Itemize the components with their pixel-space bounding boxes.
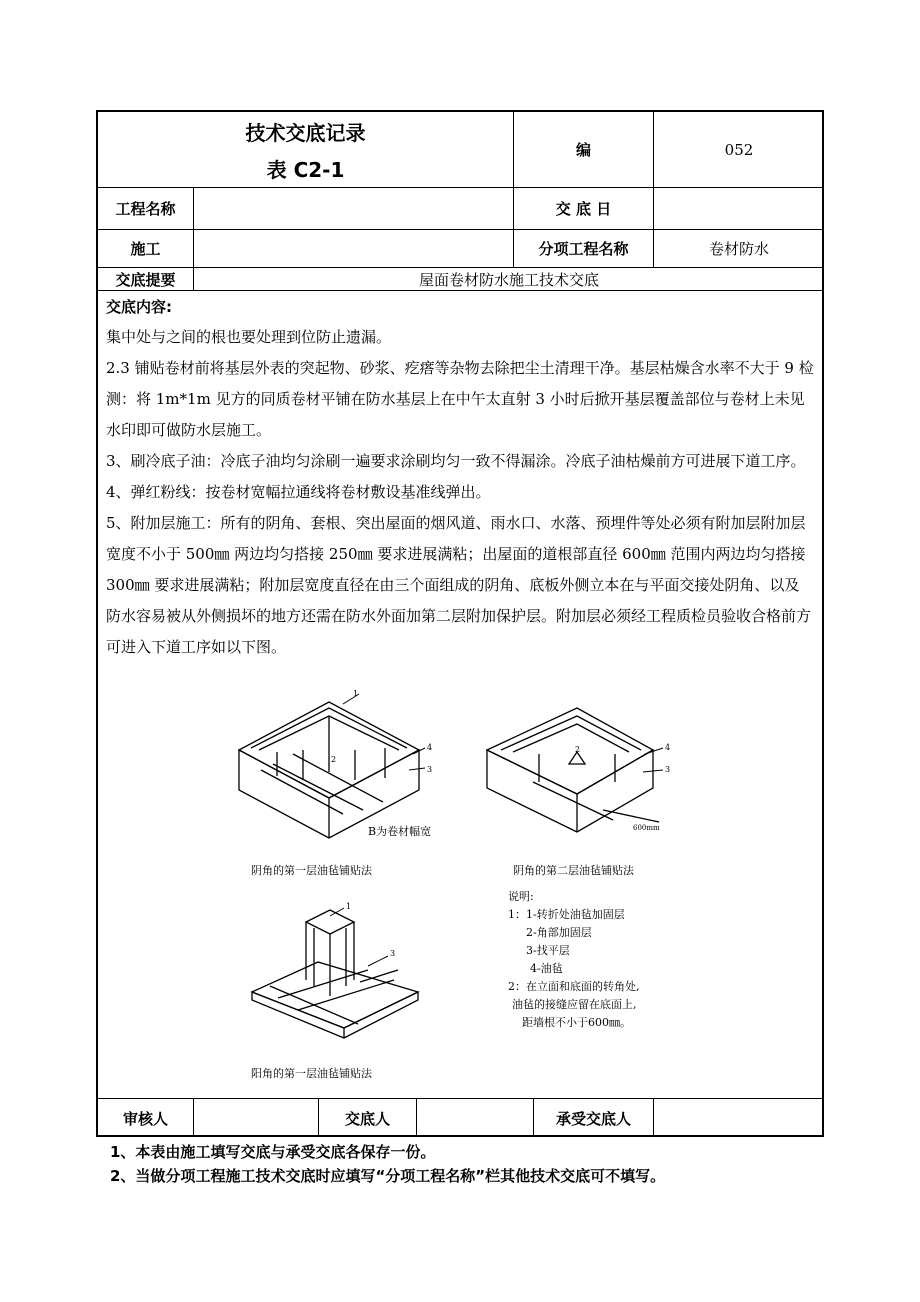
- external-corner-first-layer-figure: [248, 900, 428, 1040]
- content-heading: 交底内容:: [106, 298, 172, 316]
- callout-label: 3: [427, 765, 433, 774]
- figure-note: B为卷材幅宽: [368, 825, 432, 838]
- footnote: 2、当做分项工程施工技术交底时应填写“分项工程名称”栏其他技术交底可不填写。: [110, 1167, 666, 1185]
- reviewer-signature-field[interactable]: [194, 1099, 318, 1137]
- callout-label: 2: [331, 755, 337, 764]
- date-label: 交 底 日: [555, 200, 612, 218]
- summary-label: 交底提要: [115, 270, 176, 289]
- discloser-label: 交底人: [344, 1109, 390, 1128]
- content-paragraph: 2.3 铺贴卷材前将基层外表的突起物、砂浆、疙瘩等杂物去除把尘土清理干净。基层枯燥含水率不大于 9 检测：将 1m*1m 见方的同质卷材平铺在防水基层上在中午太直射 3 小时后掀开基层覆盖部位与卷材上未见水印即可做防水层施工。: [106, 359, 814, 439]
- legend-item: 2：在立面和底面的转角处,: [508, 980, 640, 993]
- content-paragraph: 4、弹红粉线：按卷材宽幅拉通线将卷材敷设基准线弹出。: [106, 483, 491, 501]
- internal-corner-second-layer-figure: [483, 702, 673, 842]
- content-paragraph: 集中处与之间的根也要处理到位防止遗漏。: [106, 328, 392, 346]
- internal-corner-first-layer-figure: [233, 690, 433, 840]
- figure-caption: 阳角的第一层油毡铺贴法: [251, 1067, 372, 1080]
- project-name-label: 工程名称: [115, 200, 176, 218]
- summary-value: 屋面卷材防水施工技术交底: [418, 270, 599, 289]
- legend-item: 1：1-转折处油毡加固层: [508, 908, 625, 921]
- content-paragraph: 5、附加层施工：所有的阴角、套根、突出屋面的烟风道、雨水口、水落、预埋件等处必须有附加层附加层宽度不小于 500㎜ 两边均匀搭接 250㎜ 要求进展满粘；出屋面的道根部直径 600㎜ 范围内两边均匀搭接 300㎜ 要求进展满粘；附加层宽度直径在由三个面组成的阴角、底板外侧立本在与平面交接处阴角、以及防水容易被从外侧损坏的地方还需在防水外面加第二层附加保护层。附加层必须经工程质检员验收合格前方可进入下道工序如以下图。: [106, 514, 812, 656]
- callout-label: 4: [665, 743, 671, 752]
- construction-label: 施工: [130, 240, 161, 258]
- legend-title: 说明:: [508, 890, 534, 903]
- figure-caption: 阴角的第一层油毡铺贴法: [251, 864, 372, 877]
- callout-label: 1: [353, 690, 359, 698]
- code-label: 编: [575, 141, 591, 159]
- receiver-signature-field[interactable]: [654, 1099, 824, 1137]
- reviewer-label: 审核人: [122, 1109, 168, 1128]
- row-divider: [98, 290, 824, 291]
- callout-label: 4: [427, 743, 433, 752]
- content-paragraph: 3、刷冷底子油：冷底子油均匀涂刷一遍要求涂刷均匀一致不得漏涂。冷底子油枯燥前方可进展下道工序。: [106, 452, 806, 470]
- legend-item: 油毡的接缝应留在底面上,: [512, 998, 637, 1011]
- disclosure-content: [106, 294, 814, 663]
- project-name-value: [194, 188, 513, 229]
- subproject-label: 分项工程名称: [538, 240, 629, 258]
- callout-label: 3: [665, 765, 671, 774]
- footnote: 1、本表由施工填写交底与承受交底各保存一份。: [110, 1143, 436, 1161]
- legend-item: 2-角部加固层: [526, 926, 592, 939]
- figure-legend: [508, 888, 640, 1032]
- figure-caption: 阴角的第二层油毡铺贴法: [513, 864, 634, 877]
- legend-item: 距墙根不小于600㎜。: [522, 1016, 631, 1029]
- form-title-line2: 表 C2-1: [266, 157, 345, 182]
- discloser-signature-field[interactable]: [417, 1099, 533, 1137]
- date-value: [654, 188, 824, 229]
- callout-label: 3: [390, 949, 396, 958]
- technical-disclosure-form: [96, 110, 824, 1137]
- code-value: 052: [724, 140, 754, 159]
- receiver-label: 承受交底人: [555, 1109, 631, 1128]
- subproject-value: 卷材防水: [708, 240, 769, 258]
- callout-label: 2: [575, 745, 581, 754]
- legend-item: 3-找平层: [526, 944, 570, 957]
- dimension-label: 600mm: [633, 824, 660, 832]
- legend-item: 4-油毡: [530, 962, 563, 975]
- construction-value: [194, 230, 513, 267]
- callout-label: 1: [346, 902, 352, 911]
- form-title: [98, 112, 513, 187]
- form-title-line1: 技术交底记录: [245, 120, 366, 145]
